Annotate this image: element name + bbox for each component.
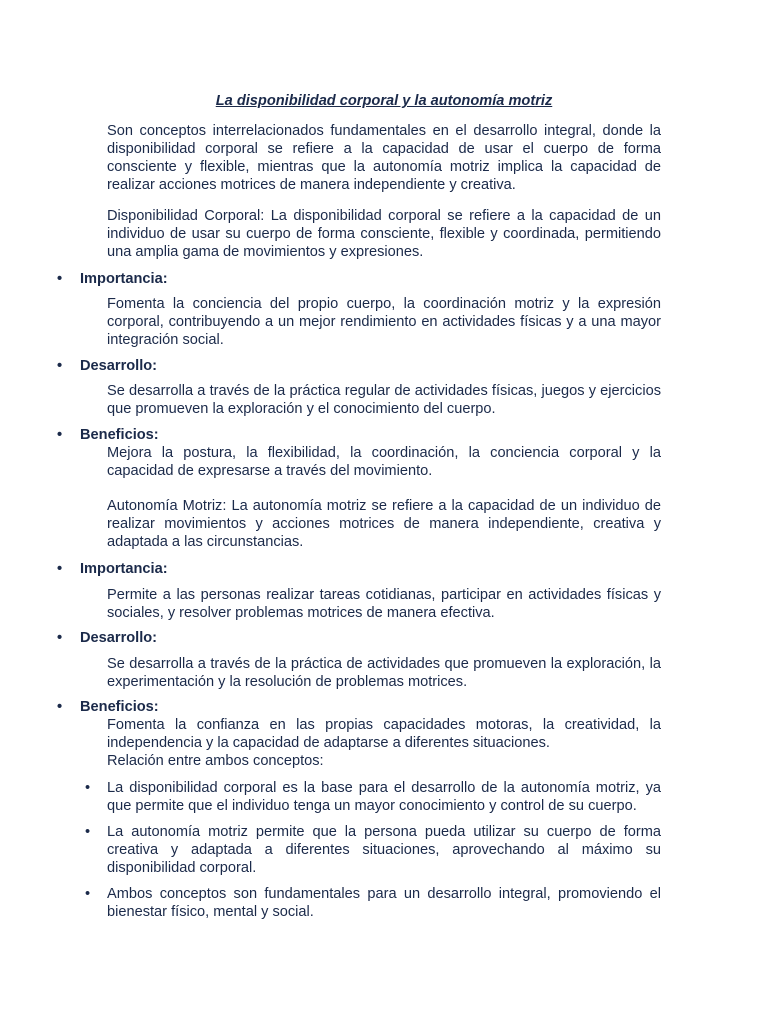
bullet-icon: • xyxy=(57,699,63,715)
autonomia-beneficios-text: Fomenta la confianza en las propias capacidades motoras, la creatividad, la independencia y la capacidad de adaptarse a diferentes situaciones. xyxy=(107,717,661,751)
bullet-icon: • xyxy=(57,427,63,443)
bullet-icon: • xyxy=(57,561,63,577)
disponibilidad-definition: Disponibilidad Corporal: La disponibilidad corporal se refiere a la capacidad de un individuo de usar su cuerpo de forma consciente, flexible y coordinada, permitiendo una amplia gama de movimientos y expresiones. xyxy=(107,208,661,260)
autonomia-beneficios-heading xyxy=(57,698,159,716)
bullet-icon: • xyxy=(85,886,91,902)
section-label: Importancia: xyxy=(80,561,168,577)
autonomia-importancia-text: Permite a las personas realizar tareas cotidianas, participar en actividades físicas y sociales, y resolver problemas motrices de manera efectiva. xyxy=(107,587,661,621)
relacion-item-text: Ambos conceptos son fundamentales para un desarrollo integral, promoviendo el bienestar físico, mental y social. xyxy=(107,886,661,920)
disponibilidad-importancia-heading xyxy=(57,270,168,288)
section-label: Desarrollo: xyxy=(80,358,158,374)
disponibilidad-desarrollo-heading xyxy=(57,357,157,375)
autonomia-importancia-heading xyxy=(57,560,168,578)
bullet-icon: • xyxy=(85,824,91,840)
section-label: Importancia: xyxy=(80,271,168,287)
autonomia-desarrollo-text: Se desarrolla a través de la práctica de actividades que promueven la exploración, la experimentación y la resolución de problemas motrices. xyxy=(107,656,661,690)
autonomia-desarrollo-heading xyxy=(57,629,157,647)
relacion-item-text: La disponibilidad corporal es la base para el desarrollo de la autonomía motriz, ya que permite que el individuo tenga un mayor conocimiento y control de su cuerpo. xyxy=(107,780,661,814)
section-label: Beneficios: xyxy=(80,427,159,443)
section-label: Desarrollo: xyxy=(80,630,158,646)
autonomia-definition: Autonomía Motriz: La autonomía motriz se refiere a la capacidad de un individuo de realizar movimientos y acciones motrices de manera independiente, creativa y adaptada a las circunstancias. xyxy=(107,498,661,550)
intro-paragraph: Son conceptos interrelacionados fundamentales en el desarrollo integral, donde la disponibilidad corporal se refiere a la capacidad de usar el cuerpo de forma consciente y flexible, mientras que la autonomía motriz implica la capacidad de realizar acciones motrices de manera independiente y creativa. xyxy=(107,123,661,193)
disponibilidad-importancia-text: Fomenta la conciencia del propio cuerpo, la coordinación motriz y la expresión corporal, contribuyendo a un mejor rendimiento en actividades físicas y a una mayor integración social. xyxy=(107,296,661,348)
relacion-item-text: La autonomía motriz permite que la persona pueda utilizar su cuerpo de forma creativa y adaptada a diferentes situaciones, aprovechando al máximo su disponibilidad corporal. xyxy=(107,824,661,876)
disponibilidad-desarrollo-text: Se desarrolla a través de la práctica regular de actividades físicas, juegos y ejercicios que promueven la exploración y el conocimiento del cuerpo. xyxy=(107,383,661,417)
bullet-icon: • xyxy=(57,358,63,374)
document-title: La disponibilidad corporal y la autonomía motriz xyxy=(215,93,553,109)
disponibilidad-beneficios-heading xyxy=(57,426,159,444)
bullet-icon: • xyxy=(57,630,63,646)
relacion-heading: Relación entre ambos conceptos: xyxy=(107,753,324,769)
section-label: Beneficios: xyxy=(80,699,159,715)
bullet-icon: • xyxy=(85,780,91,796)
bullet-icon: • xyxy=(57,271,63,287)
disponibilidad-beneficios-text: Mejora la postura, la flexibilidad, la coordinación, la conciencia corporal y la capacidad de expresarse a través del movimiento. xyxy=(107,445,661,479)
